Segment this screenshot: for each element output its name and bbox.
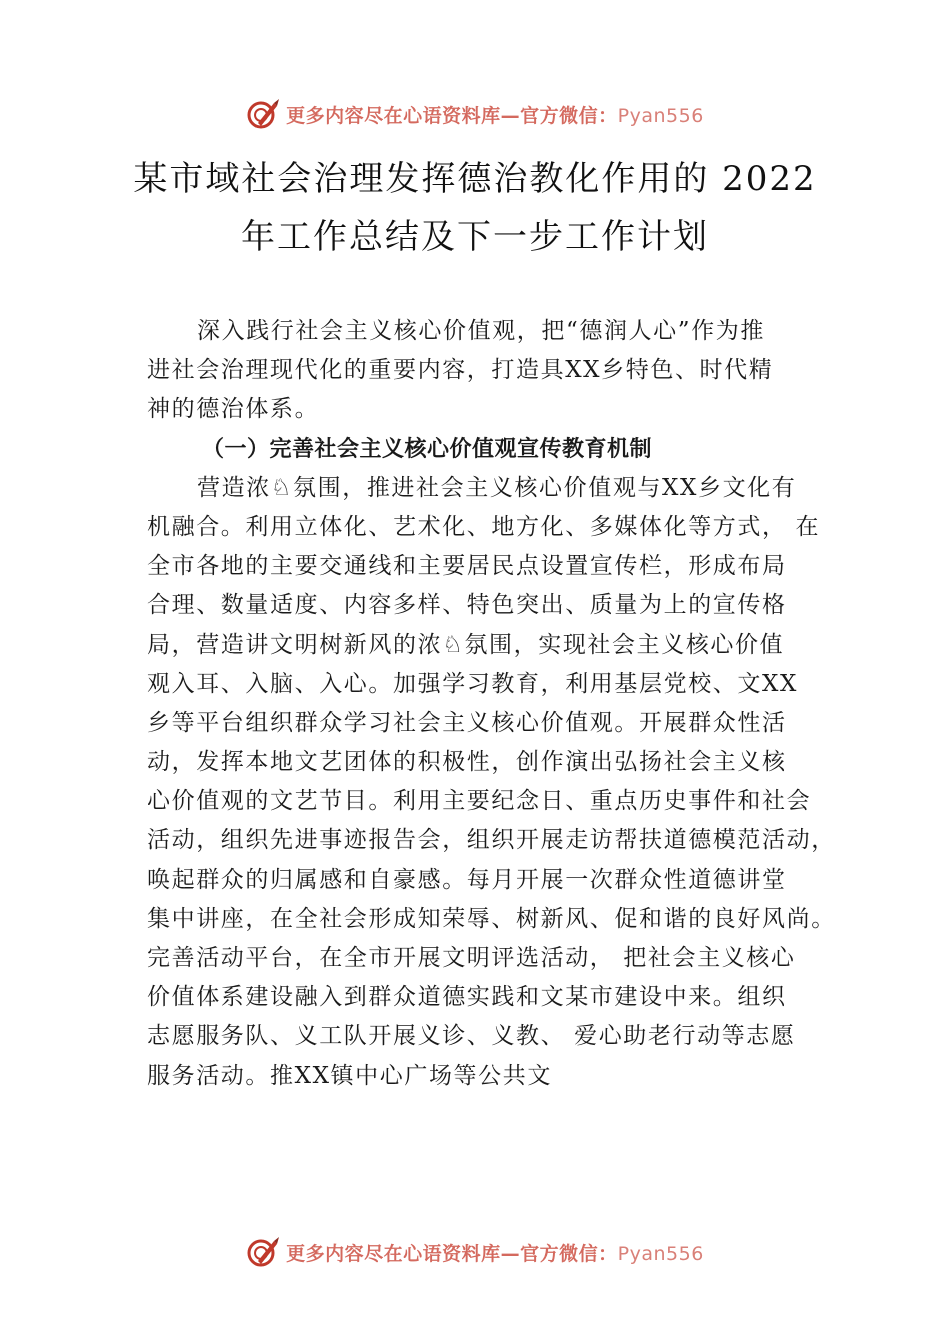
- footer-banner-text: [286, 1239, 704, 1266]
- document-body: [147, 312, 847, 1096]
- paragraph-line: 神的德治体系。: [147, 396, 320, 423]
- paragraph-line: 乡等平台组织群众学习社会主义核心价值观。开展群众性活: [147, 709, 787, 736]
- title-line-2: 年工作总结及下一步工作计划: [241, 217, 709, 257]
- paragraph-line: 机融合。利用立体化、艺术化、地方化、多媒体化等方式， 在: [147, 513, 821, 540]
- paragraph-line: 观入耳、入脑、入心。加强学习教育，利用基层党校、文XX: [147, 670, 798, 697]
- footer-banner: [0, 1234, 950, 1270]
- paragraph-line: 局，营造讲文明树新风的浓♘氛围，实现社会主义核心价值: [147, 631, 785, 658]
- paragraph-line: 营造浓♘氛围，推进社会主义核心价值观与XX乡文化有: [197, 474, 797, 501]
- title-line-1: 某市域社会治理发挥德治教化作用的 2022: [133, 159, 817, 199]
- paragraph-line: 活动，组织先进事迹报告会，组织开展走访帮扶道德模范活动，: [147, 827, 836, 854]
- header-banner-text: [286, 101, 704, 128]
- paragraph-line: 价值体系建设融入到群众道德实践和文某市建设中来。组织: [147, 984, 787, 1011]
- paragraph-line: 唤起群众的归属感和自豪感。每月开展一次群众性道德讲堂: [147, 866, 787, 893]
- paragraph-line: 深入践行社会主义核心价值观，把“德润人心”作为推: [197, 318, 765, 344]
- paragraph-line: 完善活动平台，在全市开展文明评选活动， 把社会主义核心: [147, 945, 796, 971]
- pen-logo-icon: [246, 1235, 280, 1269]
- header-wechat-id: Pyan556: [617, 104, 704, 127]
- paragraph-line: 服务活动。推XX镇中心广场等公共文: [147, 1062, 552, 1089]
- paragraph-line: 合理、数量适度、内容多样、特色突出、质量为上的宣传格: [147, 592, 787, 619]
- paragraph-line: 心价值观的文艺节目。利用主要纪念日、重点历史事件和社会: [147, 788, 812, 815]
- footer-wechat-id: Pyan556: [617, 1242, 704, 1265]
- paragraph-line: 全市各地的主要交通线和主要居民点设置宣传栏，形成布局: [147, 553, 787, 580]
- paragraph-line: 集中讲座，在全社会形成知荣辱、树新风、促和谐的良好风尚。: [147, 905, 836, 932]
- paragraph-line: 进社会治理现代化的重要内容，打造具XX乡特色、时代精: [147, 357, 774, 384]
- paragraph-line: 动，发挥本地文艺团体的积极性，创作演出弘扬社会主义核: [147, 749, 787, 776]
- paragraph-line: 志愿服务队、义工队开展义诊、义教、 爱心助老行动等志愿: [147, 1023, 796, 1050]
- pen-logo-icon: [246, 97, 280, 131]
- footer-banner-main: 更多内容尽在心语资料库—官方微信：: [286, 1242, 618, 1265]
- section-heading: （一）完善社会主义核心价值观宣传教育机制: [202, 436, 653, 462]
- header-banner-main: 更多内容尽在心语资料库—官方微信：: [286, 104, 618, 127]
- header-banner: [0, 96, 950, 132]
- document-title: [100, 150, 850, 266]
